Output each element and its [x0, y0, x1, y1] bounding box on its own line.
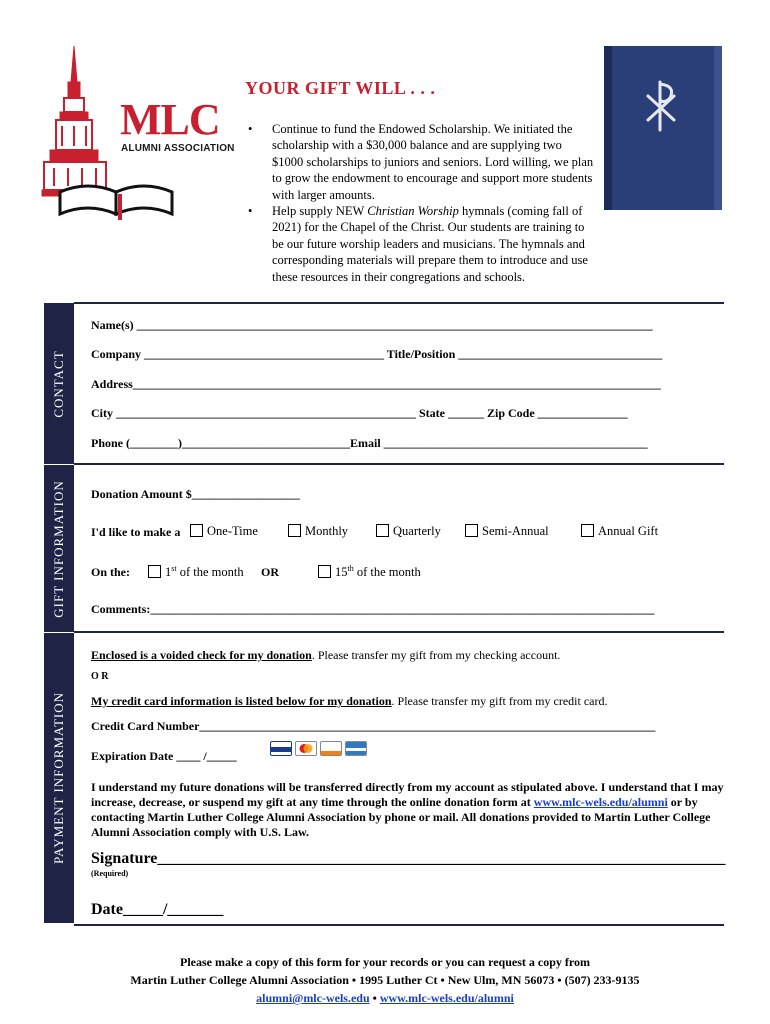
checkbox[interactable]	[465, 524, 478, 537]
bullet-scholarship: • Continue to fund the Endowed Scholarship. We initiated the scholarship with a $30,000 balance and are supplying two $1000 scholarships to juniors and seniors. Lord willing, we plan to grow the endowment to encourage and support more students with larger amounts.	[244, 121, 594, 203]
card-number-field[interactable]: Credit Card Number____________________________________________________________________________	[91, 719, 656, 733]
section-payment-information: PAYMENT INFORMATION	[44, 633, 74, 923]
or-label: OR	[261, 565, 279, 579]
checkbox[interactable]	[376, 524, 389, 537]
on-the-label: On the:	[91, 565, 130, 579]
credit-card-option[interactable]: My credit card information is listed below for my donation. Please transfer my gift from my credit card.	[91, 694, 608, 708]
accepted-cards	[270, 741, 367, 757]
alumni-link[interactable]: www.mlc-wels.edu/alumni	[533, 795, 668, 809]
website-link[interactable]: www.mlc-wels.edu/alumni	[379, 991, 514, 1005]
divider	[74, 631, 724, 633]
checkbox[interactable]	[318, 565, 331, 578]
authorization-notice: I understand my future donations will be transferred directly from my account as stipulated above. I understand that I may increase, decrease, or suspend my gift at any time through the online donation form at www.mlc-wels.edu/alumni or by contacting Martin Luther College Alumni Association by phone or mail. All donations provided to Martin Luther College Alumni Association comply with U.S. Law.	[91, 780, 724, 839]
phone-email-field[interactable]: Phone (________)____________________________Email ____________________________________________	[91, 436, 648, 450]
discover-card-icon	[320, 741, 342, 756]
expiration-field[interactable]: Expiration Date ____ /_____	[91, 749, 237, 763]
city-state-zip-field[interactable]: City __________________________________________________ State ______ Zip Code _______________	[91, 406, 628, 420]
freq-option[interactable]: Semi-Annual	[465, 524, 549, 539]
email-link[interactable]: alumni@mlc-wels.edu	[256, 991, 370, 1005]
comments-field[interactable]: Comments:____________________________________________________________________________________	[91, 602, 655, 616]
gift-title: YOUR GIFT WILL . . .	[245, 78, 436, 98]
freq-option[interactable]: Monthly	[288, 524, 348, 539]
company-title-field[interactable]: Company ________________________________________ Title/Position __________________________________	[91, 347, 663, 361]
names-field[interactable]: Name(s) ______________________________________________________________________________________	[91, 318, 653, 332]
freq-option[interactable]: One-Time	[190, 524, 258, 539]
address-field[interactable]: Address________________________________________________________________________________________	[91, 377, 661, 391]
mastercard-icon	[295, 741, 317, 756]
visa-card-icon	[270, 741, 292, 756]
frequency-label: I'd like to make a	[91, 525, 181, 539]
required-note: (Required)	[91, 869, 129, 878]
date-field[interactable]: Date_____/_______	[91, 901, 224, 918]
footer-contact: alumni@mlc-wels.edu • www.mlc-wels.edu/alumni	[256, 991, 514, 1005]
day-1-option[interactable]: 1st of the month	[148, 564, 244, 580]
gift-bullets	[244, 121, 594, 285]
checkbox[interactable]	[190, 524, 203, 537]
signature-field[interactable]: Signature_______________________________________________________________________	[91, 850, 726, 867]
section-contact: CONTACT	[44, 303, 74, 464]
divider	[74, 463, 724, 465]
checkbox[interactable]	[148, 565, 161, 578]
bullet-hymnals: • Help supply NEW Christian Worship hymnals (coming fall of 2021) for the Chapel of the Christ. Our students are training to be our future worship leaders and musicians. The hymnals and corresponding materials will prepare them to introduce and use these resources in their congregations and schools.	[244, 203, 594, 285]
freq-option[interactable]: Annual Gift	[581, 524, 658, 539]
freq-option[interactable]: Quarterly	[376, 524, 441, 539]
amex-card-icon	[345, 741, 367, 756]
divider	[74, 302, 724, 304]
or-separator: O R	[91, 671, 109, 682]
checkbox[interactable]	[288, 524, 301, 537]
footer-line-1: Please make a copy of this form for your records or you can request a copy from	[180, 955, 590, 969]
logo-wordmark: MLC	[120, 95, 220, 144]
check-option[interactable]: Enclosed is a voided check for my donation. Please transfer my gift from my checking account.	[91, 648, 561, 662]
logo-subtitle: ALUMNI ASSOCIATION	[121, 143, 235, 154]
hymnal-book-image	[604, 46, 722, 210]
footer-line-2: Martin Luther College Alumni Association • 1995 Luther Ct • New Ulm, MN 56073 • (507) 233-9135	[130, 973, 640, 987]
divider	[74, 924, 724, 926]
donation-amount-field[interactable]: Donation Amount $__________________	[91, 487, 300, 501]
section-gift-information: GIFT INFORMATION	[44, 465, 74, 632]
checkbox[interactable]	[581, 524, 594, 537]
day-15-option[interactable]: 15th of the month	[318, 564, 421, 580]
